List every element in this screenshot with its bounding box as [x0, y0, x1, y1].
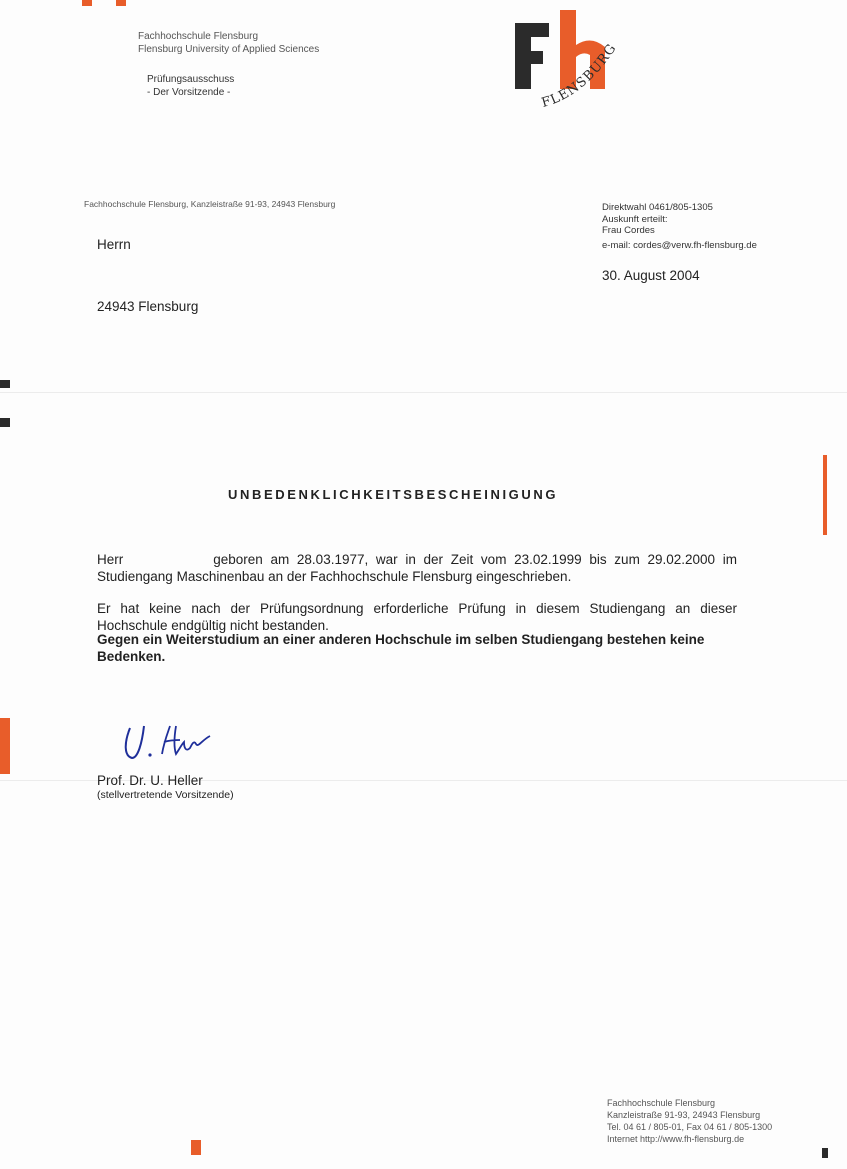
committee-role: - Der Vorsitzende -	[147, 87, 231, 98]
bottom-orange-mark	[191, 1140, 201, 1155]
direct-dial: Direktwahl 0461/805-1305	[602, 202, 713, 213]
left-orange-mark	[0, 718, 10, 774]
paragraph-herr: Herr	[97, 552, 124, 567]
left-black-mark-2	[0, 418, 10, 427]
return-address: Fachhochschule Flensburg, Kanzleistraße 91-93, 24943 Flensburg	[84, 199, 336, 209]
footer-address: Kanzleistraße 91-93, 24943 Flensburg	[607, 1110, 761, 1120]
recipient-city: 24943 Flensburg	[97, 299, 199, 314]
right-orange-bar	[823, 455, 827, 535]
logo-arc-text: FLENSBURG	[539, 41, 620, 111]
contact-email: e-mail: cordes@verw.fh-flensburg.de	[602, 239, 757, 251]
signatory-name: Prof. Dr. U. Heller	[97, 773, 203, 788]
committee-name: Prüfungsausschuss	[147, 74, 235, 85]
institution-name: Fachhochschule Flensburg	[138, 31, 259, 42]
fold-line-upper	[0, 392, 847, 393]
footer-phone: Tel. 04 61 / 805-01, Fax 04 61 / 805-1300	[607, 1122, 773, 1132]
info-label: Auskunft erteilt:	[602, 213, 668, 225]
left-black-mark-1	[0, 380, 10, 388]
footer-website: Internet http://www.fh-flensburg.de	[607, 1134, 745, 1144]
paragraph-no-objections: Gegen ein Weiterstudium an einer anderen Hochschule im selben Studiengang bestehen keine Bedenken.	[97, 632, 705, 664]
signatory-title: (stellvertretende Vorsitzende)	[97, 789, 234, 801]
letter-date: 30. August 2004	[602, 268, 700, 283]
institution-name-en: Flensburg University of Applied Sciences	[138, 44, 320, 55]
footer-institution: Fachhochschule Flensburg	[607, 1098, 716, 1108]
fh-flensburg-logo	[505, 5, 655, 120]
top-orange-mark-left	[82, 0, 92, 6]
handwritten-signature	[118, 718, 218, 768]
document-title: UNBEDENKLICHKEITSBESCHEINIGUNG	[228, 487, 559, 502]
paragraph-exams: Er hat keine nach der Prüfungsordnung erforderliche Prüfung in diesem Studiengang an dieser Hochschule endgültig nicht bestanden.	[97, 601, 737, 633]
contact-person: Frau Cordes	[602, 225, 655, 236]
paragraph-enrollment-text: geboren am 28.03.1977, war in der Zeit vom 23.02.1999 bis zum 29.02.2000 im Studiengang Maschinenbau an der Fachhochschule Flensburg eingeschrieben.	[97, 552, 737, 584]
top-orange-mark-right	[116, 0, 126, 6]
paragraph-enrollment	[97, 551, 737, 585]
bottom-right-black-mark	[822, 1148, 828, 1158]
recipient-salutation: Herrn	[97, 237, 131, 252]
